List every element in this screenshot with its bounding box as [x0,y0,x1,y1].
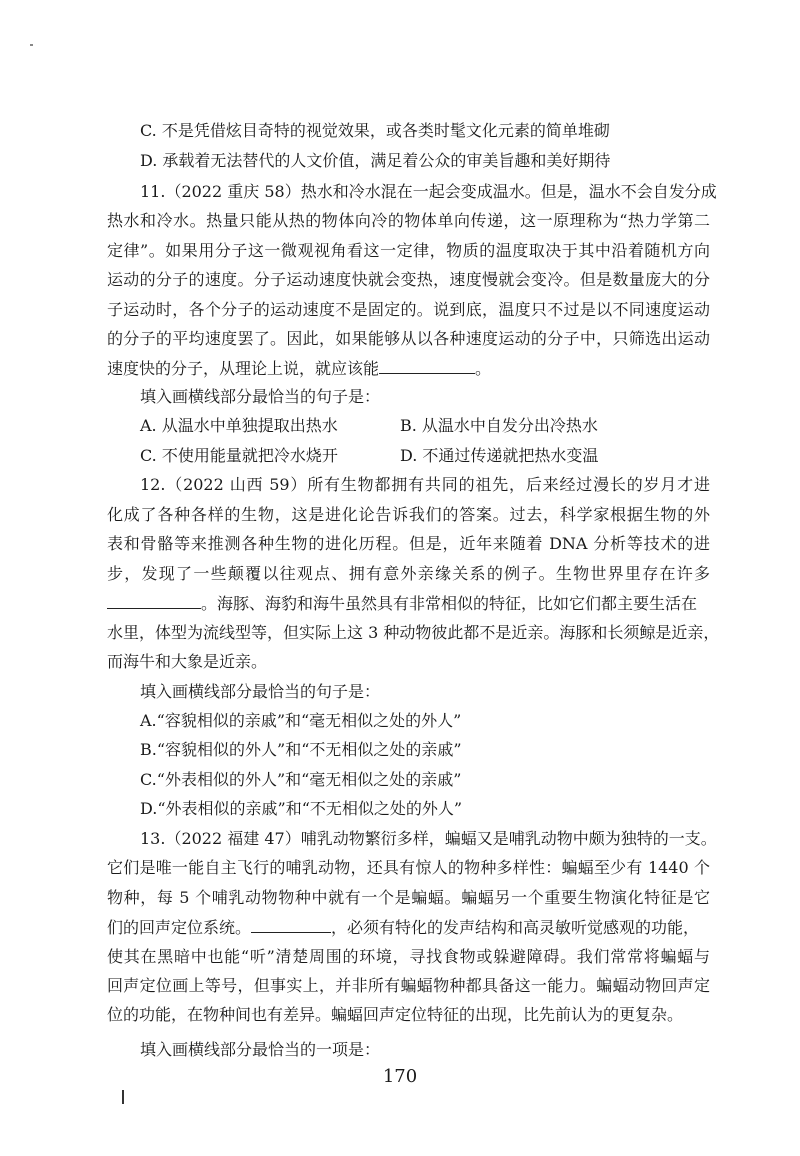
q13-stem-line: 它们是唯一能自主飞行的哺乳动物，还具有惊人的物种多样性：蝙蝠至少有 1440 个 [107,858,710,878]
q13-stem-line: 13.（2022 福建 47）哺乳动物繁衍多样，蝙蝠又是哺乳动物中颇为独特的一支。 [140,828,717,848]
q13-stem-line: 回声定位画上等号，但事实上，并非所有蝙蝠物种都具备这一能力。蝙蝠动物回声定 [107,976,710,995]
q11-stem-line: 11.（2022 重庆 58）热水和冷水混在一起会变成温水。但是，温水不会自发分成 [140,181,717,201]
scan-mark [122,1090,124,1104]
q11-stem-line: 的分子的平均速度罢了。因此，如果能够从以各种速度运动的分子中，只筛选出运动 [107,329,710,349]
q10-option-c: C. 不是凭借炫目奇特的视觉效果，或各类时髦文化元素的简单堆砌 [140,121,610,140]
q12-stem-line: 步，发现了一些颠覆以往观点、拥有意外亲缘关系的例子。生物世界里存在许多 [107,563,710,583]
q13-stem-line: 使其在黑暗中也能“听”清楚周围的环境，寻找食物或躲避障碍。我们常常将蝙蝠与 [107,946,710,966]
q10-option-d: D. 承载着无法替代的人文价值，满足着公众的审美旨趣和美好期待 [140,151,611,171]
q12-option-c: C.“外表相似的外人”和“毫无相似之处的亲戚” [140,769,462,789]
q12-stem-line: 化成了各种各样的生物，这是进化论告诉我们的答案。过去，科学家根据生物的外 [107,504,710,524]
q12-option-b: B.“容貌相似的外人”和“不无相似之处的亲戚” [140,740,462,760]
answer-blank [107,593,201,609]
q11-option-a: A. 从温水中单独提取出热水 [140,416,338,436]
q11-option-b: B. 从温水中自发分出冷热水 [400,416,598,436]
q12-stem-line: 而海牛和大象是近亲。 [107,652,268,672]
q11-option-d: D. 不通过传递就把热水变温 [400,445,599,465]
page-number: 170 [382,1066,418,1087]
q12-blank-line-end: 。海豚、海豹和海牛虽然具有非常相似的特征，比如它们都主要生活在 [201,594,698,614]
q12-stem-line: 水里，体型为流线型等，但实际上这 3 种动物彼此都不是近亲。海豚和长须鲸是近亲， [107,622,720,642]
q13-prompt: 填入画横线部分最恰当的一项是： [140,1040,381,1059]
q11-last-line-end: 。 [475,358,492,378]
answer-blank [251,917,331,933]
q11-prompt: 填入画横线部分最恰当的句子是： [140,387,381,406]
q13-blank-line-start: 们的回声定位系统。 [107,918,252,938]
answer-blank [379,358,475,374]
q13-stem-line: 物种，每 5 个哺乳动物物种中就有一个是蝙蝠。蝙蝠另一个重要生物演化特征是它 [107,887,710,907]
q13-stem-line: 位的功能，在物种间也有差异。蝙蝠回声定位特征的出现，比先前认为的更复杂。 [107,1005,684,1025]
q11-stem-last-line [107,358,710,379]
q12-blank-line [107,593,710,614]
q11-last-line-start: 速度快的分子，从理论上说，就应该能 [107,358,380,378]
q11-stem-line: 子运动时，各个分子的运动速度不是固定的。说到底，温度只不过是以不同速度运动 [107,299,710,319]
scan-mark [30,44,33,46]
q13-blank-line-end: ，必须有特化的发声结构和高灵敏听觉感观的功能， [331,918,700,938]
q12-prompt: 填入画横线部分最恰当的句子是： [140,681,381,701]
q12-stem-line: 表和骨骼等来推测各种生物的进化历程。但是，近年来随着 DNA 分析等技术的进 [107,534,710,554]
q13-blank-line [107,917,710,938]
q11-option-c: C. 不使用能量就把冷水烧开 [140,445,338,465]
q11-stem-line: 热水和冷水。热量只能从热的物体向冷的物体单向传递，这一原理称为“热力学第二 [107,211,710,231]
q11-stem-line: 运动的分子的速度。分子运动速度快就会变热，速度慢就会变冷。但是数量庞大的分 [107,270,710,290]
q12-option-d: D.“外表相似的亲戚”和“不无相似之处的外人” [140,799,463,819]
q12-stem-line: 12.（2022 山西 59）所有生物都拥有共同的祖先，后来经过漫长的岁月才进 [140,475,710,495]
q11-stem-line: 定律”。如果用分子这一微观视角看这一定律，物质的温度取决于其中沿着随机方向 [107,240,710,260]
q12-option-a: A.“容貌相似的亲戚”和“毫无相似之处的外人” [140,710,462,730]
